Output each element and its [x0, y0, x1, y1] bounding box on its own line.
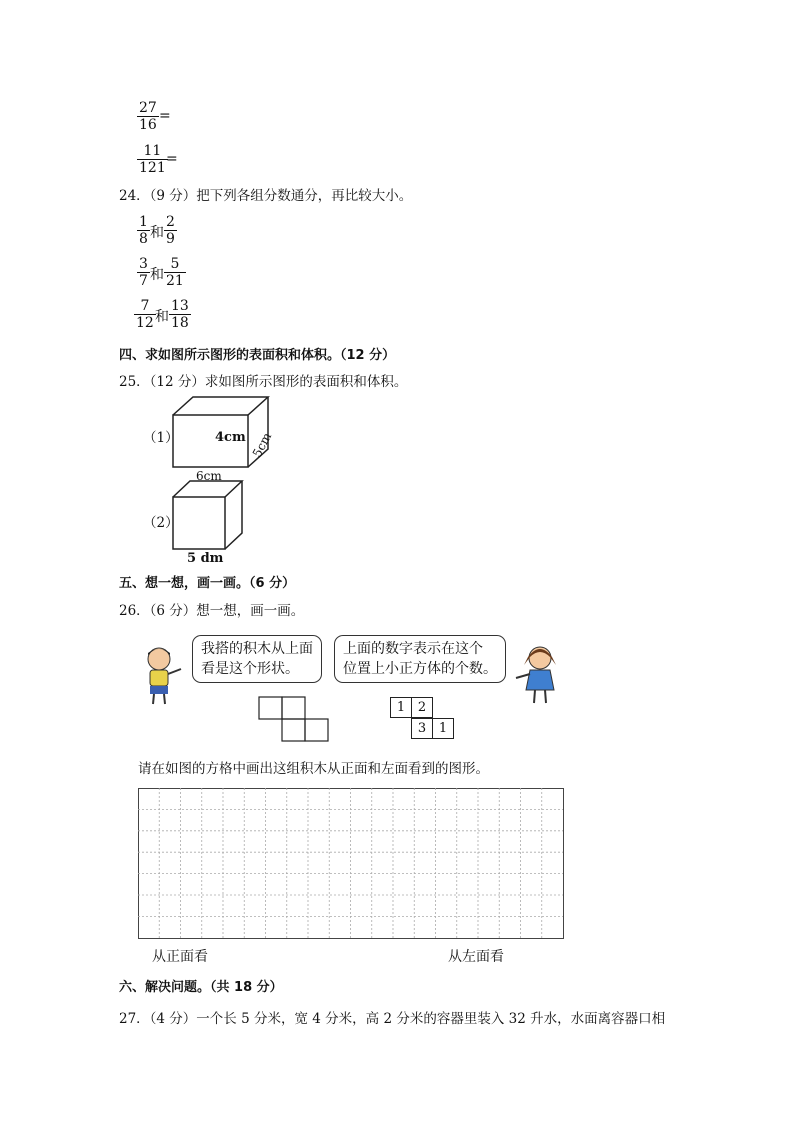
cuboid-top-face: [173, 397, 268, 415]
cube-figure: [168, 479, 248, 554]
cube-front-face: [173, 497, 225, 549]
girl-illustration: [512, 643, 564, 707]
count-cell: 2: [411, 697, 433, 718]
count-cell: 1: [390, 697, 412, 718]
drawing-instruction: 请在如图的方格中画出这组积木从正面和左面看到的图形。: [138, 761, 489, 777]
speech-bubble-right: [334, 635, 506, 683]
count-cell: 3: [411, 718, 433, 739]
cube-side-face: [225, 481, 242, 549]
figure-1-tag: （1）: [143, 430, 179, 446]
and-word: 和: [150, 267, 164, 283]
section-heading-5: 五、想一想，画一画。（6 分）: [119, 576, 296, 591]
drawing-grid[interactable]: [138, 788, 565, 940]
fraction: $\frac{13}{18}$: [171, 298, 189, 331]
and-word: 和: [150, 225, 164, 241]
bubble-left-line-2: 看是这个形状。: [201, 661, 299, 677]
count-cell: 1: [432, 718, 454, 739]
speech-bubble-left: [192, 635, 322, 683]
bubble-right-line-2: 位置上小正方体的个数。: [343, 661, 497, 677]
fraction-11-121: $\frac{11}{121}$: [139, 143, 166, 176]
section-heading-4: 四、求如图所示图形的表面积和体积。（12 分）: [119, 348, 396, 363]
equals-sign: =: [159, 108, 171, 124]
fraction: $\frac{2}{9}$: [166, 214, 175, 247]
boy-illustration: [137, 645, 187, 707]
fraction-27-16: $\frac{27}{16}$: [139, 100, 157, 133]
equals-sign: =: [166, 151, 178, 167]
fraction: $\frac{7}{12}$: [136, 298, 154, 331]
fraction: $\frac{5}{21}$: [166, 256, 184, 289]
question-27: 27．（4 分）一个长 5 分米，宽 4 分米，高 2 分米的容器里装入 32 升水，水面离容器口相: [119, 1011, 666, 1027]
fraction: $\frac{1}{8}$: [139, 214, 148, 247]
bubble-right-line-1: 上面的数字表示在这个: [343, 641, 483, 657]
figure-2-tag: （2）: [143, 515, 179, 531]
edge-label: 5 dm: [187, 551, 224, 566]
fraction: $\frac{3}{7}$: [139, 256, 148, 289]
bubble-left-line-1: 我搭的积木从上面: [201, 641, 313, 657]
top-view-shape: [258, 696, 330, 744]
height-label: 4cm: [215, 430, 246, 445]
question-26: 26．（6 分）想一想，画一画。: [119, 603, 305, 619]
question-25: 25．（12 分）求如图所示图形的表面积和体积。: [119, 374, 408, 390]
caption-front-view: 从正面看: [152, 949, 208, 965]
length-label: 6cm: [196, 469, 222, 483]
caption-left-view: 从左面看: [448, 949, 504, 965]
and-word: 和: [155, 309, 169, 325]
question-24: 24．（9 分）把下列各组分数通分，再比较大小。: [119, 188, 413, 204]
section-heading-6: 六、解决问题。（共 18 分）: [119, 980, 283, 995]
cube-top-face: [173, 481, 242, 497]
width-label: 5cm: [249, 430, 275, 460]
